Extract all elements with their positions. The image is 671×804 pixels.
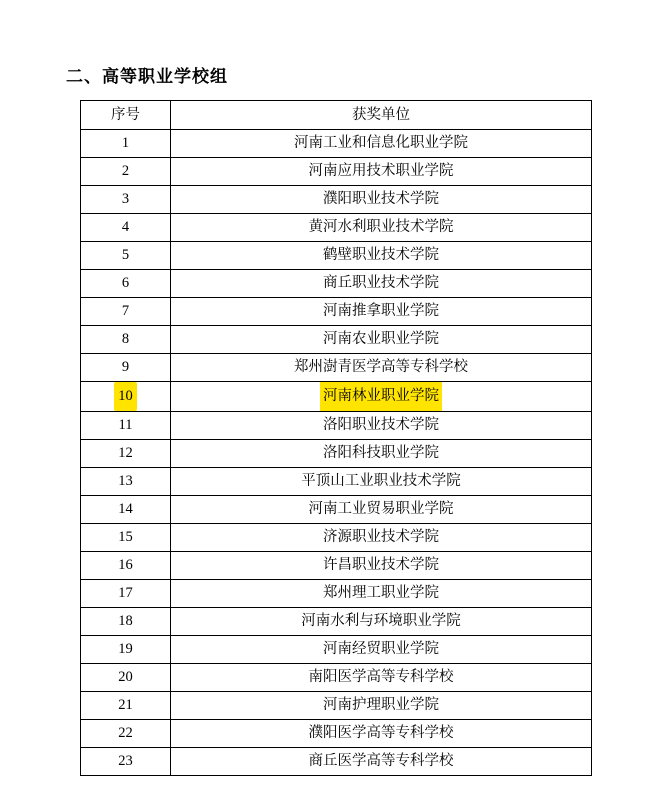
cell-no: 9 <box>81 354 171 382</box>
cell-unit: 南阳医学高等专科学校 <box>171 664 592 692</box>
cell-unit: 洛阳职业技术学院 <box>171 412 592 440</box>
table-header-row <box>81 101 592 130</box>
cell-no <box>81 382 171 412</box>
table-row <box>81 636 592 664</box>
table-row <box>81 524 592 552</box>
table-row <box>81 298 592 326</box>
column-header-unit: 获奖单位 <box>171 101 592 130</box>
cell-no: 17 <box>81 580 171 608</box>
table-row <box>81 382 592 412</box>
cell-no: 11 <box>81 412 171 440</box>
table-row <box>81 552 592 580</box>
highlighted-unit: 河南林业职业学院 <box>320 382 442 411</box>
cell-no: 22 <box>81 720 171 748</box>
table-row <box>81 412 592 440</box>
table-row <box>81 748 592 776</box>
cell-unit: 商丘医学高等专科学校 <box>171 748 592 776</box>
cell-no: 14 <box>81 496 171 524</box>
cell-no: 3 <box>81 186 171 214</box>
table-row <box>81 580 592 608</box>
cell-unit <box>171 382 592 412</box>
table-row <box>81 608 592 636</box>
cell-no: 13 <box>81 468 171 496</box>
table-row <box>81 242 592 270</box>
cell-unit: 河南推拿职业学院 <box>171 298 592 326</box>
cell-no: 1 <box>81 130 171 158</box>
cell-no: 23 <box>81 748 171 776</box>
cell-unit: 郑州理工职业学院 <box>171 580 592 608</box>
cell-unit: 黄河水利职业技术学院 <box>171 214 592 242</box>
award-table-container <box>80 100 591 776</box>
cell-unit: 河南工业和信息化职业学院 <box>171 130 592 158</box>
cell-no: 6 <box>81 270 171 298</box>
cell-unit: 濮阳职业技术学院 <box>171 186 592 214</box>
column-header-no: 序号 <box>81 101 171 130</box>
award-table <box>80 100 592 776</box>
cell-unit: 河南经贸职业学院 <box>171 636 592 664</box>
cell-unit: 河南护理职业学院 <box>171 692 592 720</box>
cell-unit: 许昌职业技术学院 <box>171 552 592 580</box>
table-row <box>81 692 592 720</box>
table-row <box>81 664 592 692</box>
table-row <box>81 496 592 524</box>
cell-unit: 河南工业贸易职业学院 <box>171 496 592 524</box>
cell-no: 5 <box>81 242 171 270</box>
highlighted-number: 10 <box>114 382 137 411</box>
table-row <box>81 186 592 214</box>
cell-unit: 河南水利与环境职业学院 <box>171 608 592 636</box>
table-row <box>81 468 592 496</box>
cell-no: 19 <box>81 636 171 664</box>
cell-no: 12 <box>81 440 171 468</box>
table-row <box>81 214 592 242</box>
cell-unit: 河南农业职业学院 <box>171 326 592 354</box>
cell-no: 15 <box>81 524 171 552</box>
page-title: 二、高等职业学校组 <box>66 67 228 86</box>
table-row <box>81 270 592 298</box>
table-row <box>81 440 592 468</box>
table-row <box>81 326 592 354</box>
cell-unit: 平顶山工业职业技术学院 <box>171 468 592 496</box>
table-row <box>81 130 592 158</box>
table-body <box>81 130 592 776</box>
table-row <box>81 158 592 186</box>
cell-unit: 郑州澍青医学高等专科学校 <box>171 354 592 382</box>
cell-unit: 洛阳科技职业学院 <box>171 440 592 468</box>
cell-no: 16 <box>81 552 171 580</box>
cell-no: 18 <box>81 608 171 636</box>
cell-unit: 济源职业技术学院 <box>171 524 592 552</box>
cell-unit: 商丘职业技术学院 <box>171 270 592 298</box>
cell-unit: 河南应用技术职业学院 <box>171 158 592 186</box>
cell-no: 2 <box>81 158 171 186</box>
cell-no: 8 <box>81 326 171 354</box>
cell-unit: 鹤壁职业技术学院 <box>171 242 592 270</box>
cell-no: 7 <box>81 298 171 326</box>
table-row <box>81 354 592 382</box>
cell-unit: 濮阳医学高等专科学校 <box>171 720 592 748</box>
cell-no: 20 <box>81 664 171 692</box>
cell-no: 21 <box>81 692 171 720</box>
cell-no: 4 <box>81 214 171 242</box>
table-row <box>81 720 592 748</box>
